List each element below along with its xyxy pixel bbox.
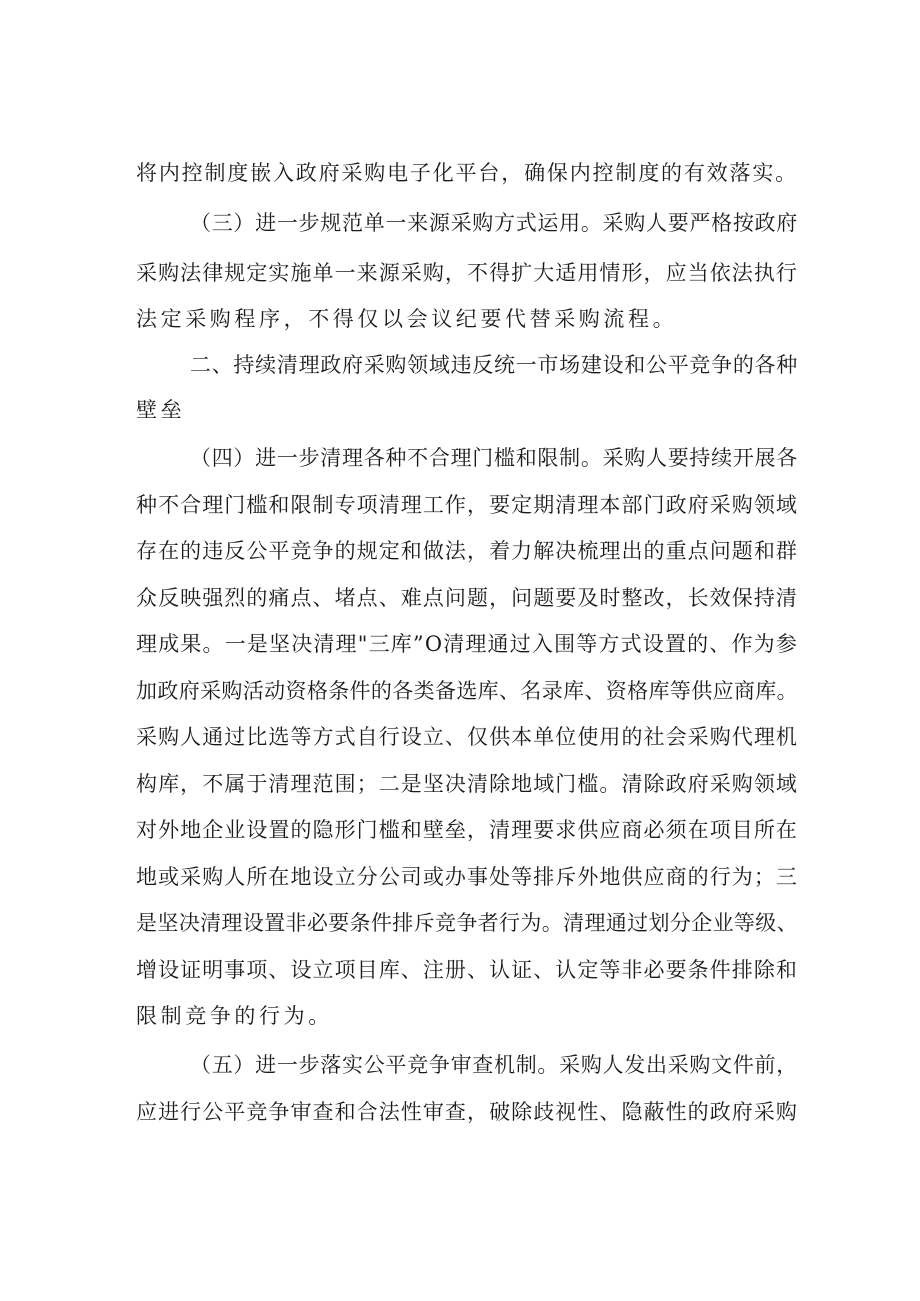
- text-line: 是坚决清理设置非必要条件排斥竞争者行为。清理通过划分企业等级、: [136, 911, 798, 935]
- text-line: 众反映强烈的痛点、堵点、难点问题，问题要及时整改，长效保持清: [136, 586, 798, 610]
- text-line: 法定采购程序，不得仅以会议纪要代替采购流程。: [136, 307, 678, 331]
- text-line: 采购人通过比选等方式自行设立、仅供本单位使用的社会采购代理机: [136, 725, 798, 749]
- section-heading-line: 壁垒: [136, 398, 186, 422]
- text-line: 对外地企业设置的隐形门槛和壁垒，清理要求供应商必须在项目所在: [136, 818, 798, 842]
- text-line: 种不合理门槛和限制专项清理工作，要定期清理本部门政府采购领域: [136, 493, 798, 517]
- section-heading-line: 二、持续清理政府采购领域违反统一市场建设和公平竞争的各种: [190, 353, 798, 377]
- text-line: 增设证明事项、设立项目库、注册、认证、认定等非必要条件排除和: [136, 958, 798, 982]
- text-line: 应进行公平竞争审查和合法性审查，破除歧视性、隐蔽性的政府采购: [136, 1100, 798, 1124]
- text-line: 限制竞争的行为。: [136, 1004, 333, 1028]
- text-line: 地或采购人所在地设立分公司或办事处等排斥外地供应商的行为；三: [136, 865, 798, 889]
- text-line: （三）进一步规范单一来源采购方式运用。采购人要严格按政府: [190, 211, 798, 235]
- text-line: 采购法律规定实施单一来源采购，不得扩大适用情形，应当依法执行: [136, 261, 798, 285]
- text-line: （五）进一步落实公平竞争审查机制。采购人发出采购文件前，: [190, 1053, 798, 1077]
- text-line: （四）进一步清理各种不合理门槛和限制。采购人要持续开展各: [190, 446, 798, 470]
- text-line: 加政府采购活动资格条件的各类备选库、名录库、资格库等供应商库。: [136, 679, 798, 703]
- text-line: 构库，不属于清理范围；二是坚决清除地域门槛。清除政府采购领域: [136, 772, 798, 796]
- text-line: 存在的违反公平竞争的规定和做法，着力解决梳理出的重点问题和群: [136, 539, 798, 563]
- text-line: 理成果。一是坚决清理"三库”O清理通过入围等方式设置的、作为参: [136, 632, 798, 656]
- text-line: 将内控制度嵌入政府采购电子化平台，确保内控制度的有效落实。: [136, 161, 798, 185]
